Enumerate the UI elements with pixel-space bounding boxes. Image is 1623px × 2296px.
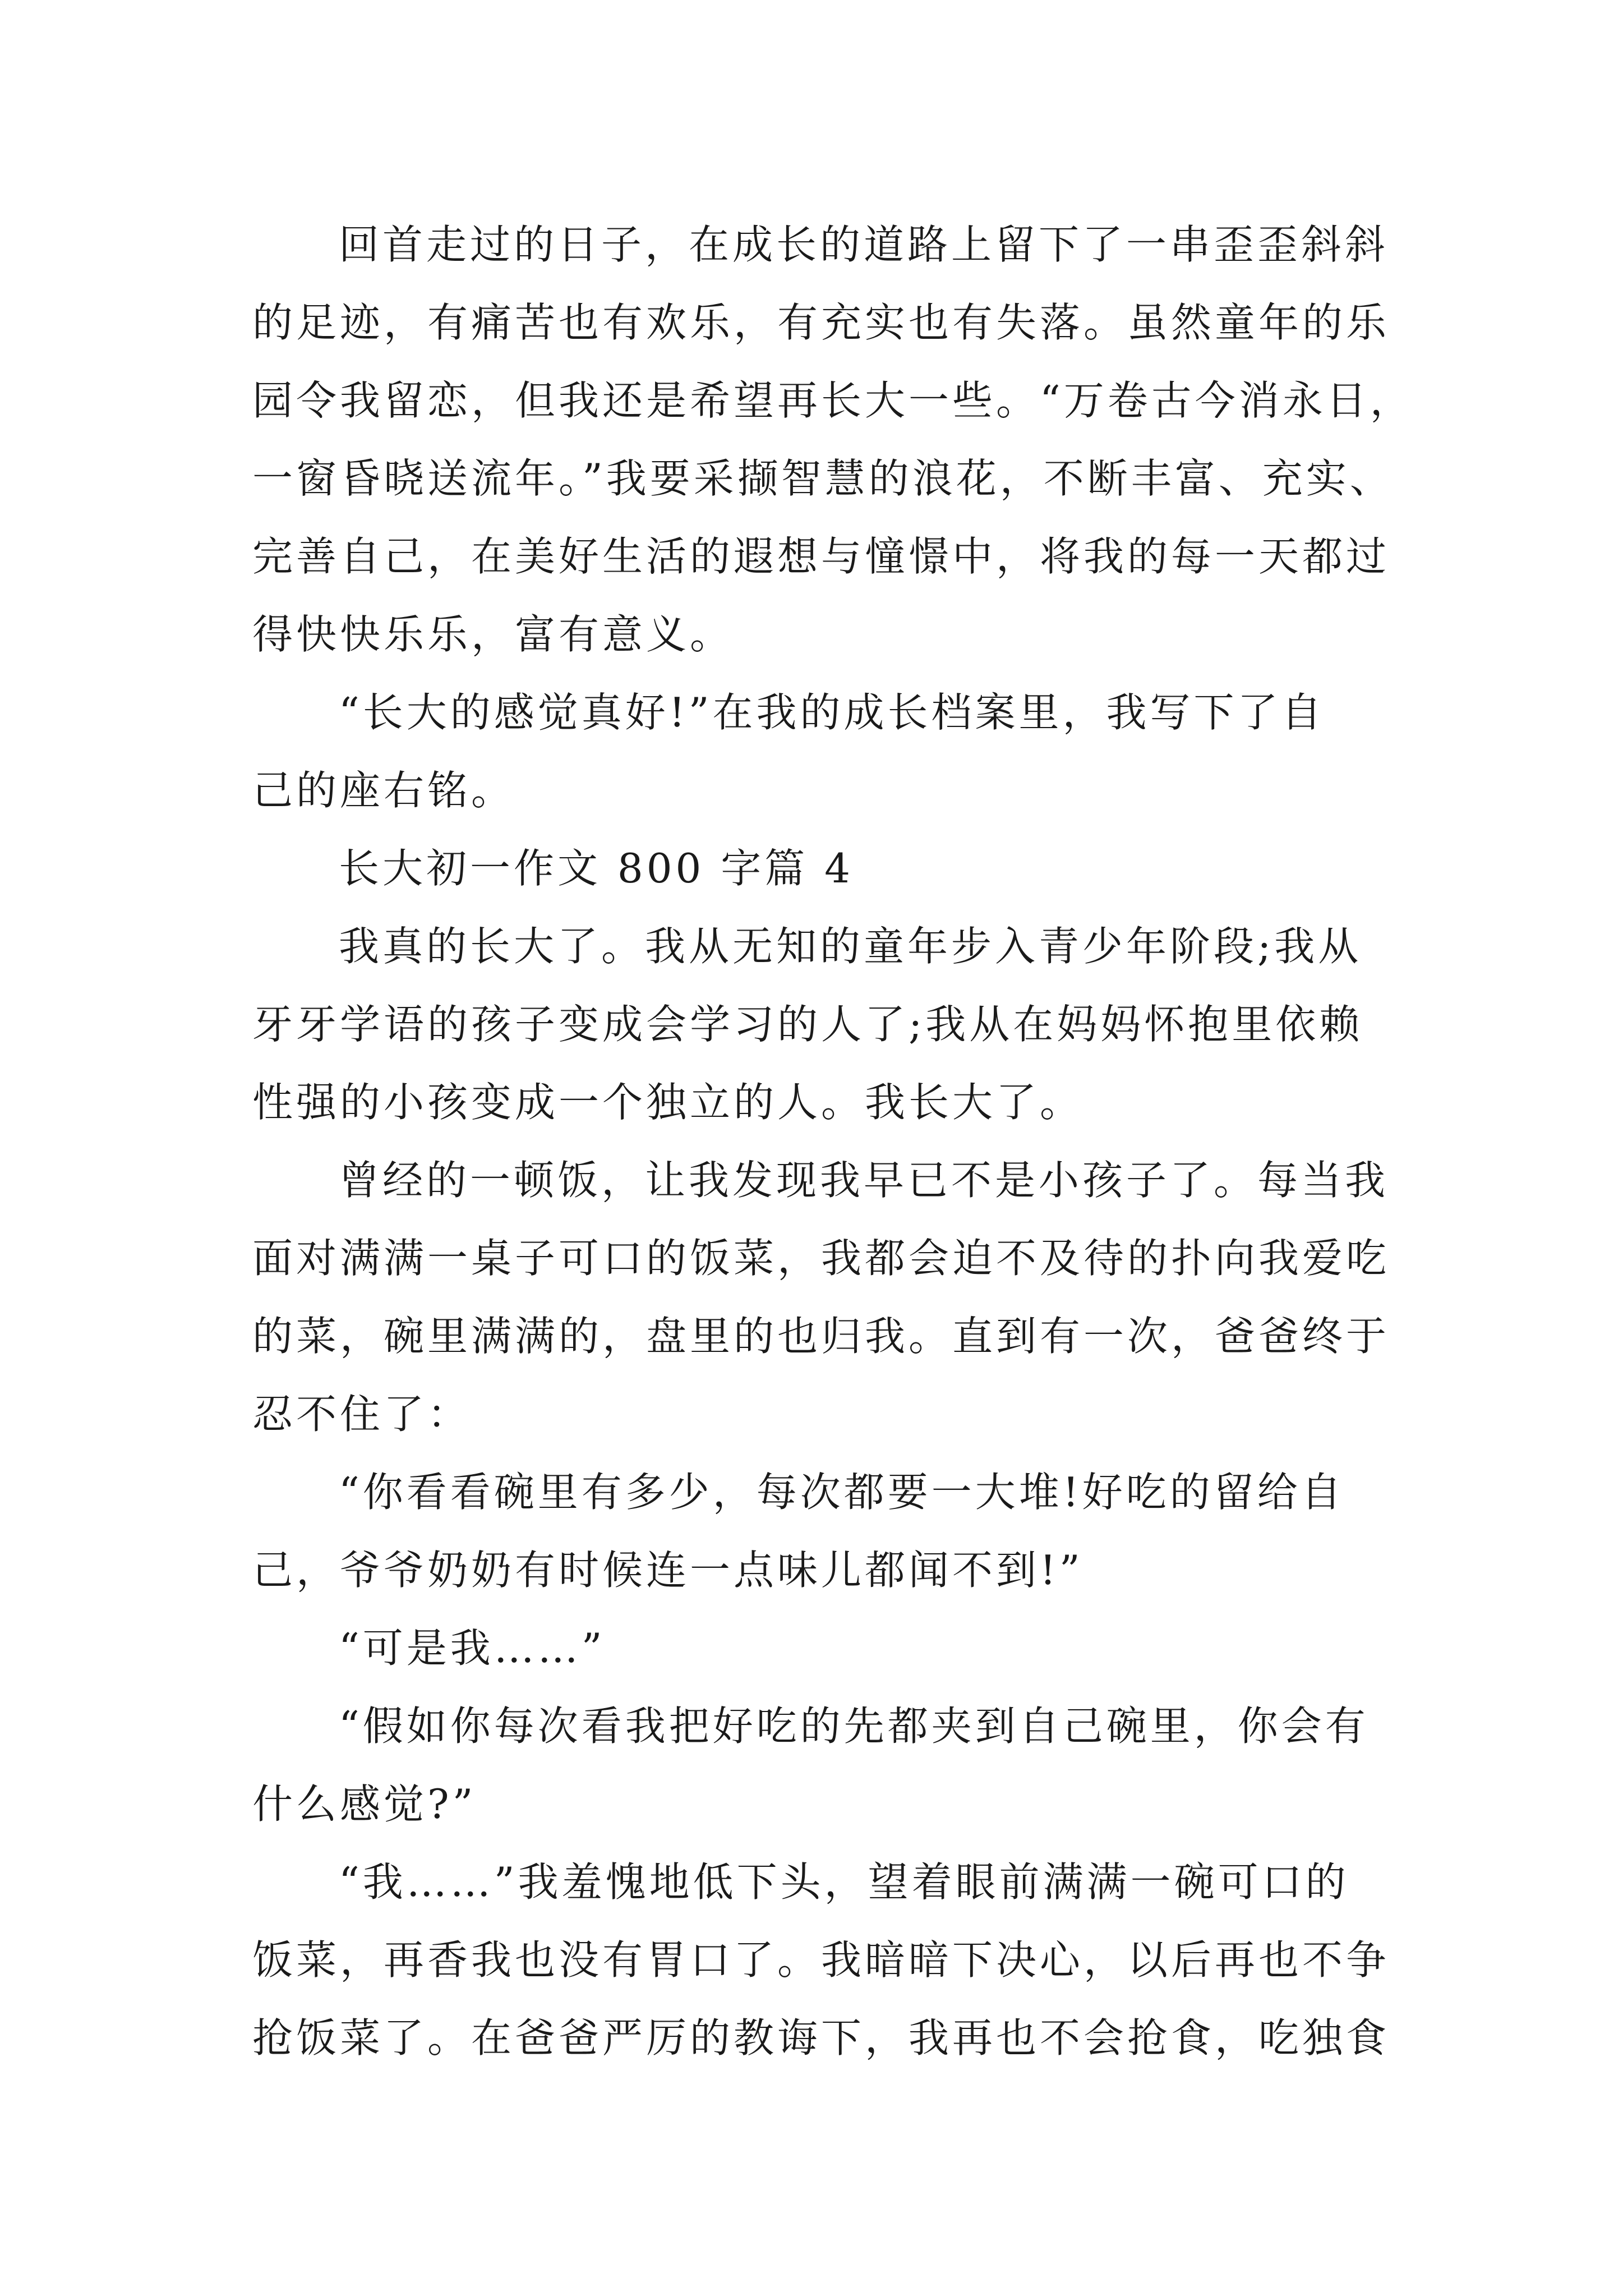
text-line: 抢饭菜了。在爸爸严厉的教诲下，我再也不会抢食，吃独食 xyxy=(252,2014,1390,2062)
text-line: 完善自己，在美好生活的遐想与憧憬中，将我的每一天都过 xyxy=(252,533,1390,580)
text-line: 牙牙学语的孩子变成会学习的人了;我从在妈妈怀抱里依赖 xyxy=(252,1001,1363,1048)
text-line: 回首走过的日子，在成长的道路上留下了一串歪歪斜斜 xyxy=(339,221,1389,268)
text-line: 己，爷爷奶奶有时候连一点味儿都闻不到!” xyxy=(252,1547,1083,1594)
text-line: 得快快乐乐，富有意义。 xyxy=(252,611,734,658)
text-line: 饭菜，再香我也没有胃口了。我暗暗下决心，以后再也不争 xyxy=(252,1936,1390,1984)
text-line: “我……”我羞愧地低下头，望着眼前满满一碗可口的 xyxy=(339,1858,1349,1906)
section-heading: 长大初一作文 800 字篇 4 xyxy=(339,845,854,892)
text-line: 面对满满一桌子可口的饭菜，我都会迫不及待的扑向我爱吃 xyxy=(252,1235,1390,1282)
text-line: 己的座右铭。 xyxy=(252,767,515,814)
text-line: “可是我……” xyxy=(339,1625,606,1672)
text-line: “你看看碗里有多少，每次都要一大堆!好吃的留给自 xyxy=(339,1469,1345,1516)
text-line: 一窗昏晓送流年。”我要采撷智慧的浪花，不断丰富、充实、 xyxy=(252,455,1394,502)
text-line: 的足迹，有痛苦也有欢乐，有充实也有失落。虽然童年的乐 xyxy=(252,299,1390,346)
text-line: 曾经的一顿饭，让我发现我早已不是小孩子了。每当我 xyxy=(339,1157,1389,1204)
text-line: “长大的感觉真好!”在我的成长档案里，我写下了自 xyxy=(339,689,1325,736)
text-line: 我真的长大了。我从无知的童年步入青少年阶段;我从 xyxy=(339,923,1362,970)
text-line: 什么感觉?” xyxy=(252,1780,477,1828)
text-line: 性强的小孩变成一个独立的人。我长大了。 xyxy=(252,1079,1084,1126)
text-line: “假如你每次看我把好吃的先都夹到自己碗里，你会有 xyxy=(339,1703,1369,1750)
text-line: 园令我留恋，但我还是希望再长大一些。“万卷古今消永日， xyxy=(252,377,1414,424)
text-line: 的菜，碗里满满的，盘里的也归我。直到有一次，爸爸终于 xyxy=(252,1313,1390,1360)
text-line: 忍不住了： xyxy=(252,1391,472,1438)
